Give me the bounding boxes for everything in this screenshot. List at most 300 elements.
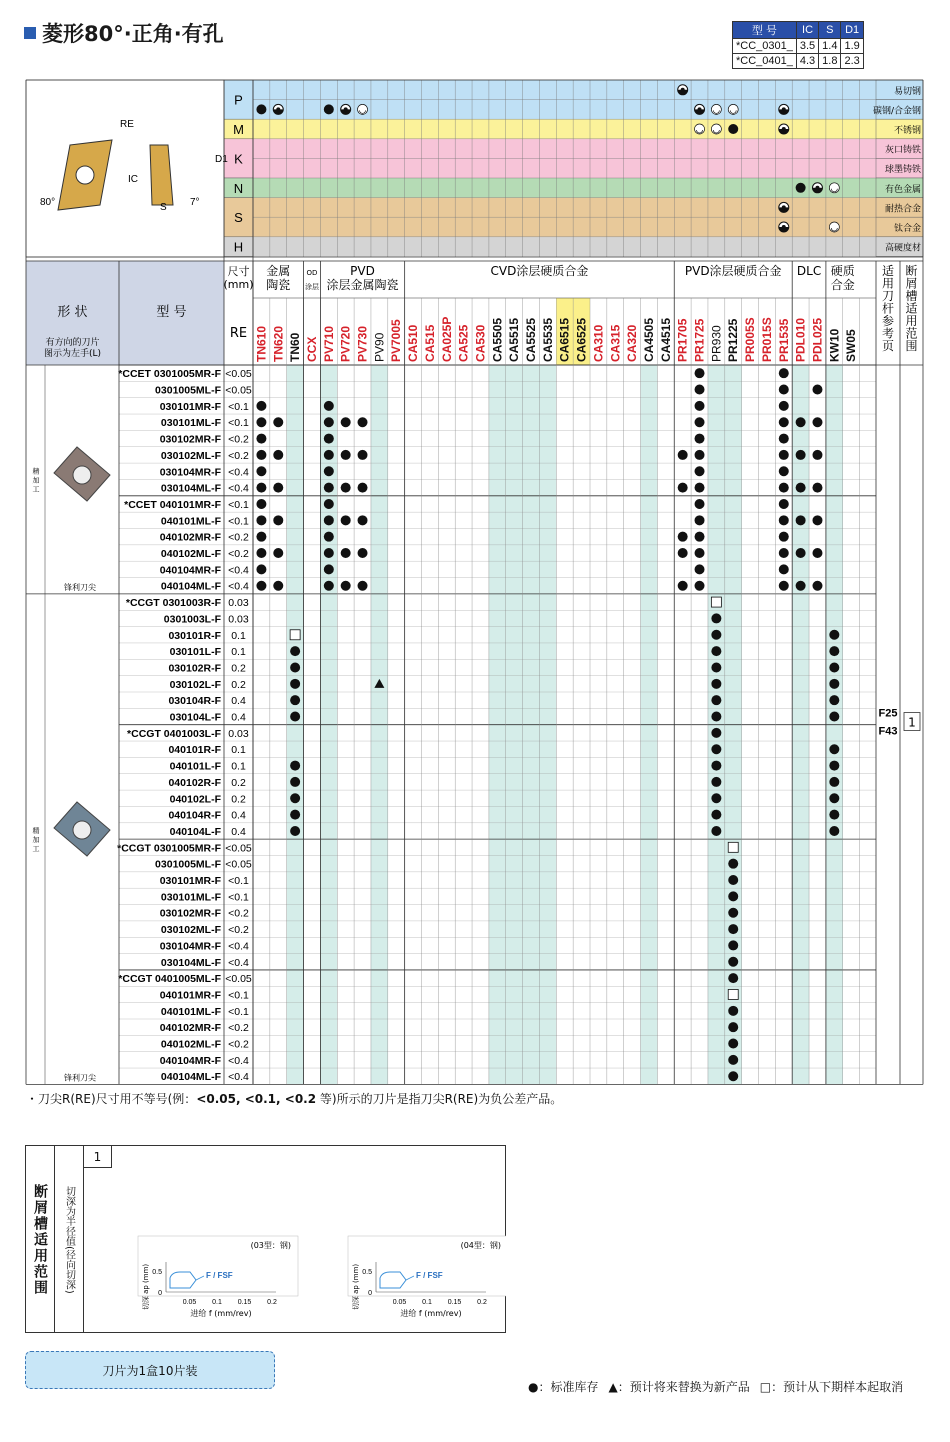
row-mark — [324, 434, 334, 444]
row-mark — [273, 515, 283, 525]
header-group: 涂层 — [304, 283, 319, 291]
grade-CA5505: CA5505 — [490, 317, 505, 362]
shape-label: 精 — [32, 467, 40, 476]
row-model: 040102R-F — [168, 776, 221, 789]
row-mark — [829, 679, 839, 689]
row-re: 0.4 — [231, 711, 246, 724]
row-re: <0.4 — [228, 940, 249, 953]
row-mark — [290, 810, 300, 820]
iso-mark — [711, 104, 721, 114]
header-re: RE — [229, 326, 248, 341]
row-mark — [324, 450, 334, 460]
row-mark — [728, 875, 738, 885]
row-model: 040104L-F — [169, 825, 221, 838]
row-model: 030102R-F — [168, 662, 221, 675]
row-mark — [711, 761, 721, 771]
legend — [528, 1378, 903, 1395]
shape-label: 工 — [32, 485, 40, 494]
grade-TN610: TN610 — [254, 325, 269, 362]
header-chipbreaker: 屑 — [905, 276, 918, 291]
row-model: 040104ML-F — [160, 580, 221, 593]
diagram-label: S — [160, 202, 167, 213]
diagram-label: 7° — [190, 197, 200, 208]
iso-sub-label: 有色金属 — [884, 184, 921, 195]
header-ref: 参 — [881, 314, 895, 328]
legend-text: 预计将来替换为新产品 — [629, 1380, 750, 1394]
grade-PR005S: PR005S — [743, 317, 758, 362]
row-mark — [273, 548, 283, 558]
chart-xtick: 0.05 — [182, 1299, 197, 1306]
grade-CA5535: CA5535 — [540, 317, 555, 362]
row-mark — [256, 417, 266, 427]
row-re: <0.05 — [225, 858, 252, 871]
row-mark — [678, 483, 688, 493]
row-mark — [711, 597, 721, 607]
row-mark — [324, 499, 334, 509]
shape-label: 工 — [32, 845, 40, 854]
header-ref: 刀 — [881, 289, 895, 303]
chart-note: (03型：钢) — [250, 1241, 291, 1250]
iso-mark — [782, 205, 786, 209]
row-mark — [812, 515, 822, 525]
legend-item — [528, 1378, 599, 1395]
row-re: 0.1 — [231, 744, 246, 757]
grade-CA6525: CA6525 — [574, 317, 589, 362]
row-mark — [341, 417, 351, 427]
spec-cell: 2.3 — [841, 54, 863, 69]
row-mark — [678, 450, 688, 460]
shape-label: 加 — [32, 836, 40, 845]
ref-page: F25 — [878, 707, 898, 720]
row-model: 0301005ML-F — [155, 384, 221, 397]
row-mark — [829, 793, 839, 803]
legend-symbol: ●： — [528, 1380, 551, 1394]
row-mark — [290, 826, 300, 836]
iso-code-P: P — [234, 92, 243, 108]
header-chipbreaker: 槽 — [905, 289, 918, 303]
row-mark — [256, 401, 266, 411]
spec-header-3: D1 — [841, 22, 863, 39]
chipbreaker-subtitle: 切深为半径值(径向切深) — [54, 1146, 84, 1333]
row-mark — [728, 1055, 738, 1065]
row-mark — [695, 401, 705, 411]
shape-label: 精 — [32, 827, 40, 836]
row-mark — [796, 548, 806, 558]
row-mark — [695, 532, 705, 542]
legend-text: 预计从下期样本起取消 — [783, 1380, 904, 1394]
row-model: *CCGT 0301003R-F — [125, 597, 221, 610]
row-mark — [290, 712, 300, 722]
insert-photo-hole — [73, 821, 91, 839]
legend-symbol: ▲： — [608, 1380, 630, 1394]
row-re: 0.03 — [228, 597, 249, 610]
row-mark — [796, 483, 806, 493]
row-mark — [695, 434, 705, 444]
header-shape: 形 状 — [57, 305, 88, 320]
row-model: 040104MR-F — [159, 564, 221, 577]
row-re: <0.2 — [228, 531, 249, 544]
spec-cell: 3.5 — [796, 39, 818, 54]
row-re: <0.05 — [225, 384, 252, 397]
grade-PDL010: PDL010 — [793, 317, 808, 362]
row-mark — [256, 515, 266, 525]
grade-PR930: PR930 — [709, 325, 724, 362]
header-group: OD — [306, 269, 318, 277]
row-re: <0.1 — [228, 891, 249, 904]
row-model: 030101ML-F — [160, 417, 221, 430]
row-mark — [728, 940, 738, 950]
header-chipbreaker: 围 — [905, 339, 918, 353]
header-model: 型 号 — [156, 305, 187, 320]
chart-ylabel: 切深 ap (mm) — [142, 1263, 150, 1311]
row-mark — [711, 679, 721, 689]
row-re: <0.05 — [225, 368, 252, 381]
row-re: <0.2 — [228, 548, 249, 561]
row-re: <0.1 — [228, 417, 249, 430]
grade-KW10: KW10 — [827, 328, 842, 362]
row-model: 030102L-F — [169, 678, 221, 691]
row-mark — [695, 483, 705, 493]
spec-cell: *CC_0401_ — [733, 54, 797, 69]
row-re: <0.4 — [228, 466, 249, 479]
row-re: 0.03 — [228, 727, 249, 740]
row-model: 030104R-F — [168, 695, 221, 708]
iso-row-bg — [253, 158, 876, 178]
row-mark — [728, 1071, 738, 1081]
row-mark — [341, 483, 351, 493]
header-group: CVD涂层硬质合金 — [490, 264, 589, 278]
chart-xtick: 0.2 — [477, 1299, 487, 1306]
grade-PR1725: PR1725 — [692, 318, 707, 362]
row-model: 040104ML-F — [160, 1071, 221, 1084]
row-mark — [290, 695, 300, 705]
iso-mark — [344, 107, 348, 111]
row-model: 040104MR-F — [159, 1054, 221, 1067]
row-model: 040101L-F — [169, 760, 221, 773]
row-mark — [358, 483, 368, 493]
row-mark — [324, 417, 334, 427]
row-re: 0.1 — [231, 646, 246, 659]
spec-cell: 1.4 — [819, 39, 841, 54]
row-mark — [695, 499, 705, 509]
grade-PR015S: PR015S — [759, 317, 774, 362]
grade-CA025P: CA025P — [439, 316, 454, 362]
header-ref: 页 — [881, 339, 895, 353]
row-mark — [796, 417, 806, 427]
iso-mark — [695, 124, 705, 134]
chart-ytick: 0 — [158, 1290, 162, 1297]
row-mark — [273, 483, 283, 493]
row-mark — [290, 761, 300, 771]
iso-code-S: S — [234, 210, 243, 226]
row-model: 0301005ML-F — [155, 858, 221, 871]
ref-page: F43 — [878, 725, 898, 738]
chart-ytick: 0.5 — [362, 1269, 372, 1276]
row-re: <0.1 — [228, 875, 249, 888]
chart-xtick: 0.05 — [392, 1299, 407, 1306]
row-mark — [324, 483, 334, 493]
row-mark — [358, 450, 368, 460]
row-model: *CCGT 0401003L-F — [127, 727, 221, 740]
page-title-text: 菱形80°·正角·有孔 — [42, 22, 224, 46]
row-mark — [779, 515, 789, 525]
row-re: 0.1 — [231, 629, 246, 642]
chart-xtick: 0.2 — [267, 1299, 277, 1306]
row-mark — [711, 728, 721, 738]
row-mark — [324, 466, 334, 476]
row-mark — [324, 532, 334, 542]
iso-mark — [358, 104, 368, 114]
row-mark — [256, 499, 266, 509]
header-chipbreaker: 用 — [905, 314, 918, 328]
row-mark — [812, 417, 822, 427]
row-mark — [290, 630, 300, 640]
header-chipbreaker: 断 — [905, 264, 918, 278]
row-re: <0.05 — [225, 973, 252, 986]
row-mark — [695, 548, 705, 558]
row-mark — [829, 761, 839, 771]
row-model: 040102L-F — [169, 793, 221, 806]
shape-tip: 锋利刀尖 — [64, 582, 96, 592]
iso-mark — [276, 107, 280, 111]
insert-photo-hole — [73, 466, 91, 484]
grade-CA6515: CA6515 — [557, 317, 572, 362]
row-mark — [341, 515, 351, 525]
grade-PR1705: PR1705 — [675, 318, 690, 362]
chart-ytick: 0.5 — [152, 1269, 162, 1276]
spec-cell: *CC_0301_ — [733, 39, 797, 54]
row-mark — [256, 564, 266, 574]
row-mark — [728, 957, 738, 967]
legend-item — [609, 1378, 750, 1395]
row-re: <0.4 — [228, 580, 249, 593]
header-group: PVD — [350, 264, 375, 278]
diagram-frame — [26, 80, 224, 257]
row-mark — [678, 581, 688, 591]
footnote: ・刀尖R(RE)尺寸用不等号(例：<0.05, <0.1, <0.2 等)所示的刀片是指刀尖R(RE)为负公差产品。 — [26, 1092, 563, 1106]
diagram-label: 80° — [40, 197, 56, 208]
row-model: 030102ML-F — [160, 924, 221, 937]
grade-PR1535: PR1535 — [776, 318, 791, 362]
grade-CA5525: CA5525 — [524, 317, 539, 362]
row-model: 040101ML-F — [160, 515, 221, 528]
row-model: 030104L-F — [169, 711, 221, 724]
chart-region-label: F / FSF — [416, 1271, 443, 1280]
grade-PV710: PV710 — [321, 325, 336, 362]
legend-item — [760, 1378, 903, 1395]
row-mark — [829, 630, 839, 640]
row-mark — [779, 368, 789, 378]
insert-hole — [76, 166, 94, 184]
iso-sub-label: 灰口铸铁 — [884, 145, 921, 156]
row-mark — [256, 548, 266, 558]
chipbreaker-box — [25, 1145, 506, 1333]
row-model: 040104R-F — [168, 809, 221, 822]
row-mark — [796, 581, 806, 591]
row-mark — [256, 434, 266, 444]
row-mark — [829, 777, 839, 787]
shape-label: 加 — [32, 476, 40, 485]
header-chipbreaker: 适 — [905, 301, 918, 316]
row-mark — [779, 499, 789, 509]
row-mark — [695, 466, 705, 476]
row-mark — [358, 548, 368, 558]
row-mark — [728, 908, 738, 918]
iso-mark — [698, 107, 702, 111]
row-mark — [273, 581, 283, 591]
header-ref: 考 — [881, 326, 895, 341]
row-re: 0.2 — [231, 678, 246, 691]
row-mark — [779, 548, 789, 558]
row-mark — [779, 434, 789, 444]
iso-sub-label: 高硬度材 — [884, 243, 921, 254]
row-mark — [711, 712, 721, 722]
grade-SW05: SW05 — [844, 329, 859, 362]
chart-xlabel: 进给 f (mm/rev) — [400, 1309, 462, 1318]
header-group: DLC — [796, 264, 822, 278]
row-mark — [358, 581, 368, 591]
row-mark — [290, 793, 300, 803]
chart-xtick: 0.1 — [422, 1299, 432, 1306]
chart-xlabel: 进给 f (mm/rev) — [190, 1309, 252, 1318]
row-mark — [829, 826, 839, 836]
row-re: <0.4 — [228, 956, 249, 969]
header-group: 合金 — [830, 278, 855, 292]
row-model: 030104ML-F — [160, 956, 221, 969]
iso-row-bg — [253, 139, 876, 159]
header-group: 金属 — [266, 264, 291, 278]
iso-row-bg — [253, 178, 876, 198]
row-mark — [728, 989, 738, 999]
header-size: (mm) — [223, 278, 254, 291]
row-mark — [678, 548, 688, 558]
header-ref: 杆 — [881, 301, 895, 316]
header-group: 陶瓷 — [266, 278, 291, 292]
row-mark — [812, 450, 822, 460]
row-mark — [358, 515, 368, 525]
shape-tip: 锋利刀尖 — [64, 1073, 96, 1083]
row-mark — [256, 483, 266, 493]
row-re: <0.4 — [228, 1071, 249, 1084]
row-mark — [812, 483, 822, 493]
grade-CA515: CA515 — [422, 324, 437, 362]
row-mark — [678, 532, 688, 542]
spec-header-2: S — [819, 22, 841, 39]
legend-text: 标准库存 — [550, 1380, 599, 1394]
chart-region-label: F / FSF — [206, 1271, 233, 1280]
row-mark — [728, 842, 738, 852]
row-mark — [812, 581, 822, 591]
chart-xtick: 0.15 — [447, 1299, 462, 1306]
row-model: 030101L-F — [169, 646, 221, 659]
grade-CA310: CA310 — [591, 324, 606, 362]
iso-code-H: H — [233, 239, 244, 255]
row-re: <0.1 — [228, 989, 249, 1002]
header-shape-note: 有方向的刀片 — [45, 338, 100, 348]
row-model: 030101MR-F — [159, 875, 221, 888]
spec-cell: 1.8 — [819, 54, 841, 69]
row-model: 040102ML-F — [160, 548, 221, 561]
row-mark — [829, 744, 839, 754]
row-model: *CCGT 0401005ML-F — [118, 973, 221, 986]
row-mark — [324, 564, 334, 574]
spec-cell: 4.3 — [796, 54, 818, 69]
row-re: 0.03 — [228, 613, 249, 626]
chart-ylabel: 切深 ap (mm) — [352, 1263, 360, 1311]
chart-xtick: 0.1 — [212, 1299, 222, 1306]
row-mark — [711, 793, 721, 803]
grade-CA320: CA320 — [625, 324, 640, 362]
row-mark — [728, 859, 738, 869]
row-re: 0.2 — [231, 793, 246, 806]
row-mark — [695, 564, 705, 574]
row-mark — [779, 417, 789, 427]
iso-code-M: M — [233, 122, 244, 137]
row-mark — [779, 450, 789, 460]
row-mark — [779, 385, 789, 395]
row-model: 040101R-F — [168, 744, 221, 757]
row-mark — [812, 385, 822, 395]
header-shape-note: 图示为左手(L) — [43, 349, 102, 359]
row-mark — [290, 679, 300, 689]
grade-CA4505: CA4505 — [641, 317, 656, 362]
grade-CA315: CA315 — [608, 324, 623, 362]
row-mark — [256, 450, 266, 460]
row-mark — [711, 613, 721, 623]
row-mark — [728, 973, 738, 983]
row-mark — [829, 662, 839, 672]
row-mark — [273, 417, 283, 427]
chart-note: (04型：钢) — [460, 1241, 501, 1250]
row-re: <0.2 — [228, 924, 249, 937]
row-re: <0.2 — [228, 907, 249, 920]
row-model: 0301003L-F — [163, 613, 221, 626]
row-mark — [796, 515, 806, 525]
grade-TN60: TN60 — [288, 332, 303, 362]
row-model: 030104ML-F — [160, 482, 221, 495]
pack-note: 刀片为1盒10片装 — [25, 1351, 275, 1389]
row-model: 040102ML-F — [160, 1038, 221, 1051]
iso-mark — [256, 104, 266, 114]
row-mark — [341, 450, 351, 460]
iso-code-N: N — [233, 180, 244, 196]
row-mark — [711, 744, 721, 754]
iso-sub-label: 耐热合金 — [884, 204, 921, 215]
row-mark — [779, 532, 789, 542]
grade-CA525: CA525 — [456, 324, 471, 362]
row-mark — [324, 581, 334, 591]
spec-cell: 1.9 — [841, 39, 863, 54]
row-model: 030101R-F — [168, 629, 221, 642]
row-mark — [695, 368, 705, 378]
iso-mark — [782, 225, 786, 229]
row-re: <0.4 — [228, 564, 249, 577]
row-re: <0.4 — [228, 482, 249, 495]
iso-sub-label: 碳钢/合金钢 — [872, 106, 921, 117]
row-mark — [324, 401, 334, 411]
grade-CA5515: CA5515 — [507, 317, 522, 362]
row-mark — [728, 1006, 738, 1016]
iso-mark — [815, 186, 819, 190]
iso-sub-label: 易切钢 — [893, 86, 921, 97]
cb-ref: 1 — [908, 715, 916, 730]
row-mark — [256, 532, 266, 542]
row-mark — [779, 401, 789, 411]
row-re: 0.2 — [231, 662, 246, 675]
row-mark — [290, 646, 300, 656]
row-mark — [695, 385, 705, 395]
row-mark — [711, 662, 721, 672]
